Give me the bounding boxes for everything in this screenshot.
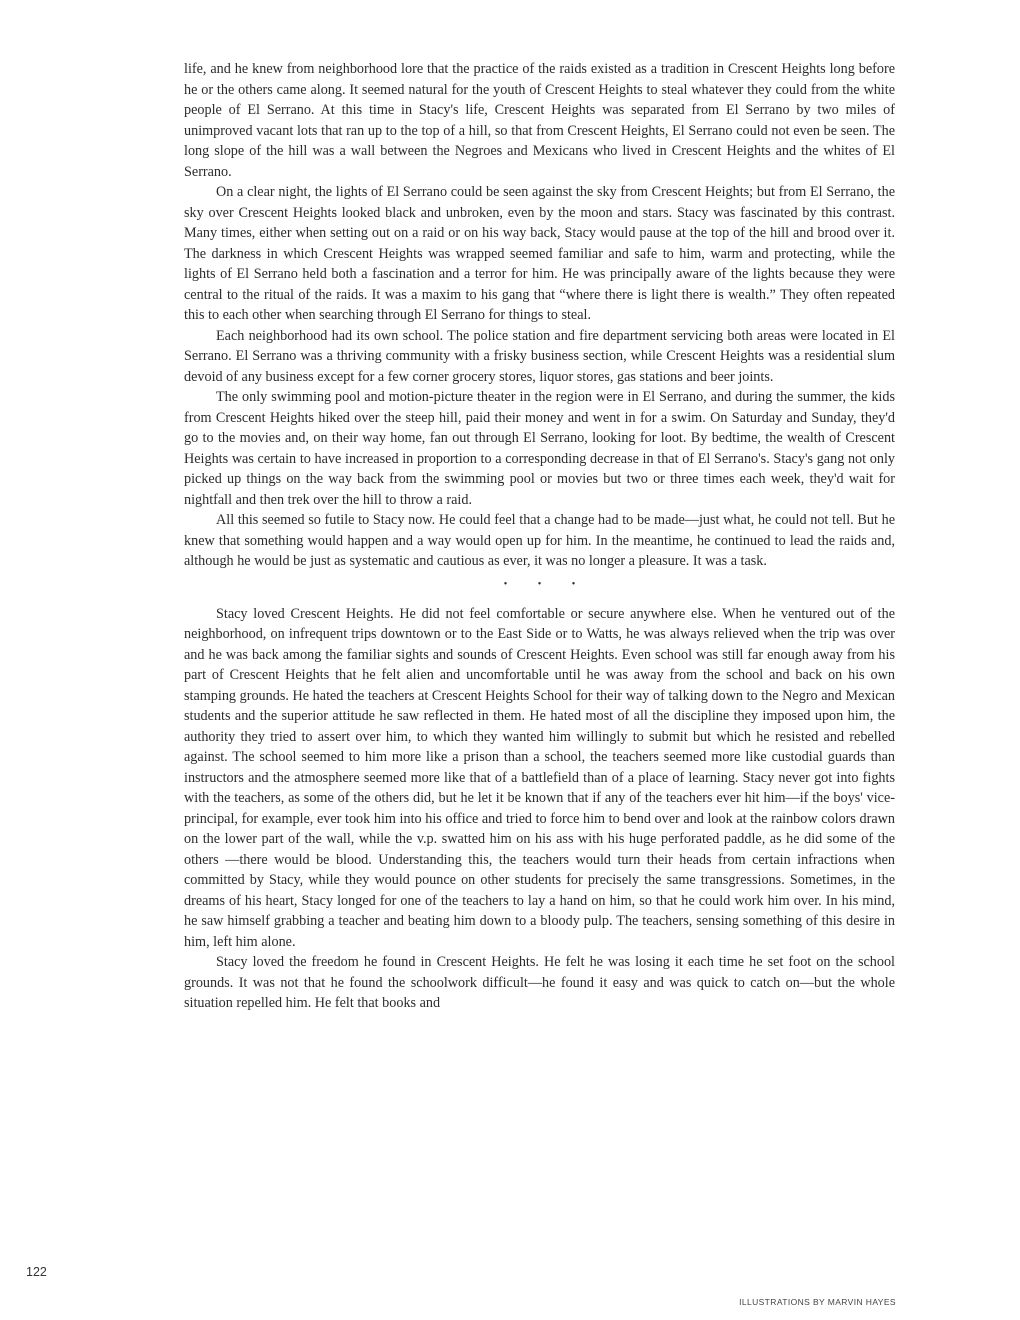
paragraph-3: Each neighborhood had its own school. The police station and fire department servicing both areas were located in El Serrano. El Serrano was a thriving community with a frisky business section, while Crescent Heights was a residential slum devoid of any business except for a few corner grocery stores, liquor stores, gas stations and beer joints. — [184, 327, 895, 385]
paragraph-5: All this seemed so futile to Stacy now. He could feel that a change had to be made—just what, he could not tell. But he knew that something would happen and a way would open up for him. In the meantime, he continued to lead the raids and, although he would be just as systematic and cautious as ever, it was no longer a pleasure. It was a task. — [184, 512, 895, 569]
paragraph-1: life, and he knew from neighborhood lore that the practice of the raids existed as a tradition in Crescent Heights long before he or the others came along. It seemed natural for the youth of Crescent Heights to steal whatever they could from the white people of El Serrano. At this time in Stacy's life, Crescent Heights was separated from El Serrano by two miles of unimproved vacant lots that ran up to the top of a hill, so that from Crescent Heights, El Serrano could not even be seen. The long slope of the hill was a wall between the Negroes and Mexicans who lived in Crescent Heights and the whites of El Serrano. — [184, 61, 895, 180]
article-body — [184, 59, 895, 1014]
paragraph-4: The only swimming pool and motion-picture theater in the region were in El Serrano, and during the summer, the kids from Crescent Heights hiked over the steep hill, paid their money and went in for a swim. On Saturday and Sunday, they'd go to the movies and, on their way home, fan out through El Serrano, looking for loot. By bedtime, the wealth of Crescent Heights was certain to have increased in proportion to a corresponding decrease in that of El Serrano's. Stacy's gang not only picked up things on the way back from the swimming pool or movies but two or three times each week, they'd wait for nightfall and then trek over the hill to throw a raid. — [184, 389, 895, 508]
section-break: • • • — [503, 578, 590, 590]
paragraph-2: On a clear night, the lights of El Serrano could be seen against the sky from Crescent Heights; but from El Serrano, the sky over Crescent Heights looked black and unbroken, even by the moon and stars. Stacy was fascinated by this contrast. Many times, either when setting out on a raid or on his way back, Stacy would pause at the top of the hill and brood over it. The darkness in which Crescent Heights was wrapped seemed familiar and safe to him, warm and protecting, while the lights of El Serrano held both a fascination and a terror for him. He was principally aware of the lights because they were central to the ritual of the raids. It was a maxim to his gang that “where there is light there is wealth.” They often repeated this to each other when searching through El Serrano for things to steal. — [184, 184, 895, 323]
page-number: 122 — [26, 1265, 47, 1279]
illustration-credit: ILLUSTRATIONS BY MARVIN HAYES — [739, 1297, 896, 1307]
paragraph-7: Stacy loved the freedom he found in Crescent Heights. He felt he was losing it each time he set foot on the school grounds. It was not that he found the schoolwork difficult—he found it easy and was quick to catch on—but the whole situation repelled him. He felt that books and — [184, 954, 895, 1011]
paragraph-6: Stacy loved Crescent Heights. He did not feel comfortable or secure anywhere else. When he ventured out of the neighborhood, on infrequent trips downtown or to the East Side or to Watts, he was always relieved when the trip was over and he was back among the familiar sights and sounds of Crescent Heights. Even school was still far enough away from his part of Crescent Heights that he felt alien and uncomfortable until he was away from the school and back on his own stamping grounds. He hated the teachers at Crescent Heights School for their way of talking down to the Negro and Mexican students and the superior attitude he saw reflected in them. He hated most of all the discipline they imposed upon him, the authority they tried to assert over him, to which they wanted him willingly to submit but which he resisted and rebelled against. The school seemed to him more like a prison than a school, the teachers seemed more like custodial guards than instructors and the atmosphere seemed more like that of a battlefield than of a place of learning. Stacy never got into fights with the teachers, as some of the others did, but he let it be known that if any of the teachers ever hit him—if the boys' vice-principal, for example, ever took him into his office and tried to force him to bend over and look at the rainbow colors drawn on the lower part of the wall, while the v.p. swatted him on his ass with his huge perforated paddle, as he did some of the others —there would be blood. Understanding this, the teachers would turn their heads from certain infractions when committed by Stacy, while they would pounce on other students for precisely the same transgressions. Sometimes, in the dreams of his heart, Stacy longed for one of the teachers to lay a hand on him, so that he could work him over. In his mind, he saw himself grabbing a teacher and beating him down to a bloody pulp. The teachers, sensing something of this desire in him, left him alone. — [184, 605, 895, 950]
